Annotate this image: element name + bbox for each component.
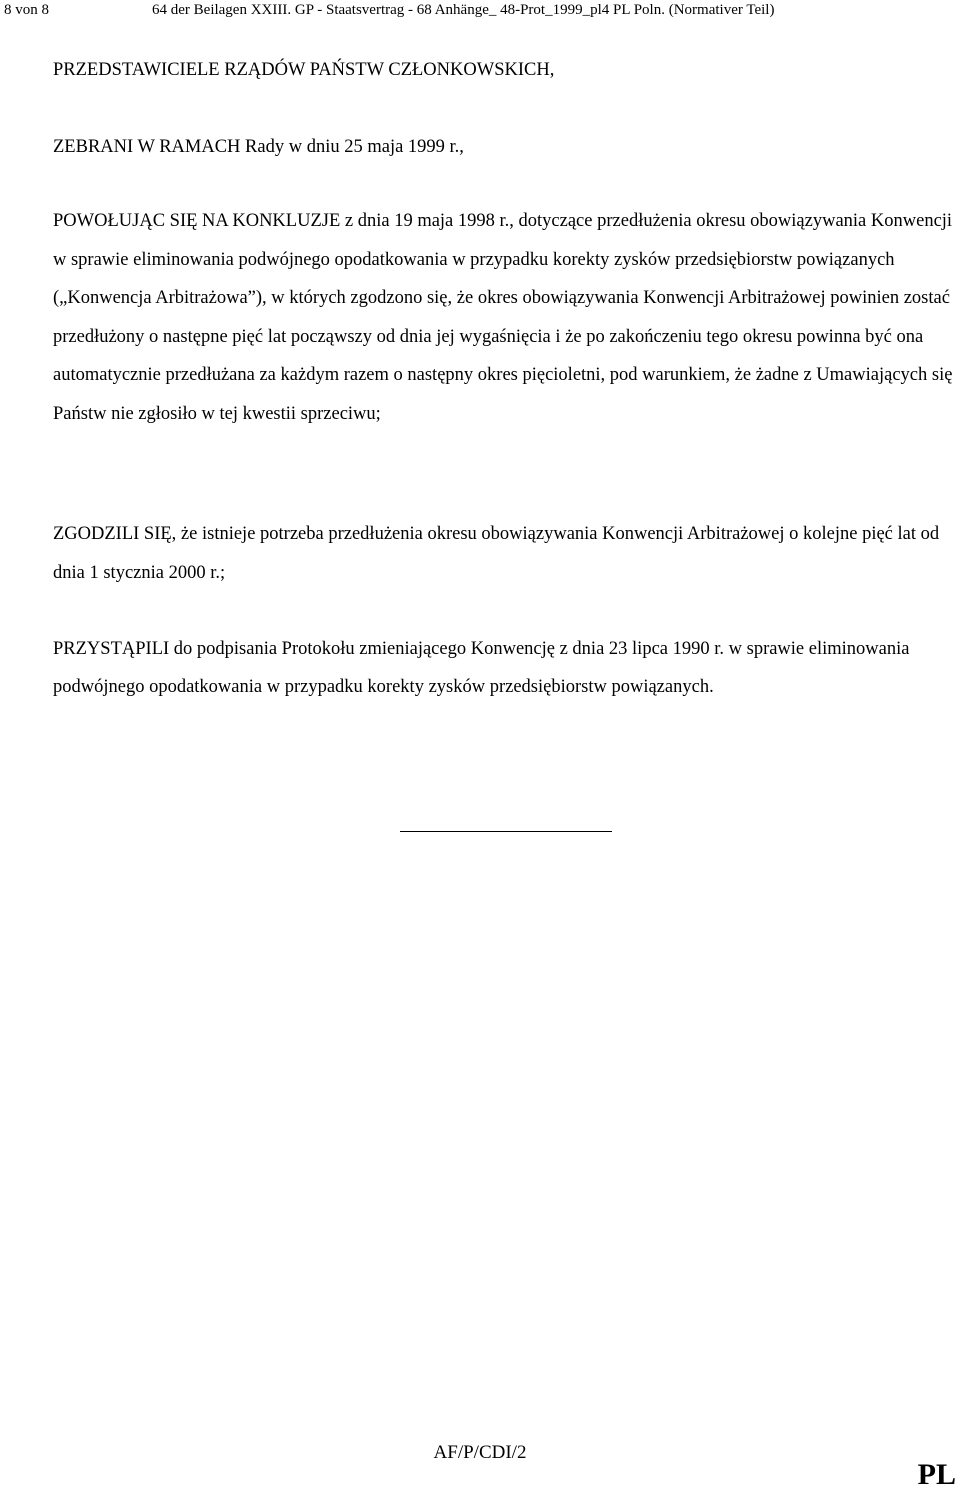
document-reference: 64 der Beilagen XXIII. GP - Staatsvertrag - 68 Anhänge_ 48-Prot_1999_pl4 PL Poln. (Normativer Teil) [152,2,775,18]
paragraph-meeting: ZEBRANI W RAMACH Rady w dniu 25 maja 1999 r., [53,137,464,157]
page-header [0,0,960,22]
document-code: AF/P/CDI/2 [433,1442,527,1463]
paragraph-agreement: ZGODZILI SIĘ, że istnieje potrzeba przedłużenia okresu obowiązywania Konwencji Arbitrażowej o kolejne pięć lat od dnia 1 stycznia 2000 r.; [53,524,940,583]
section-divider [400,831,612,832]
paragraph-conclusions: POWOŁUJĄC SIĘ NA KONKLUZJE z dnia 19 maja 1998 r., dotyczące przedłużenia okresu obowiązywania Konwencji w sprawie eliminowania podwójnego opodatkowania w przypadku korekty zysków przedsiębiorstw powiązanych („Konwencja Arbitrażowa”), w których zgodzono się, że okres obowiązywania Konwencji Arbitrażowej powinien zostać przedłużony o następne pięć lat począwszy od dnia jej wygaśnięcia i że po zakończeniu tego okresu powinna być ona automatycznie przedłużana za każdym razem o następny okres pięcioletni, pod warunkiem, że żadne z Umawiających się Państw nie zgłosiło w tej kwestii sprzeciwu; [53,211,953,424]
page-number: 8 von 8 [4,2,49,18]
paragraph-representatives: PRZEDSTAWICIELE RZĄDÓW PAŃSTW CZŁONKOWSKICH, [53,60,555,80]
language-code: PL [917,1458,956,1491]
paragraph-signing: PRZYSTĄPILI do podpisania Protokołu zmieniającego Konwencję z dnia 23 lipca 1990 r. w sprawie eliminowania podwójnego opodatkowania w przypadku korekty zysków przedsiębiorstw powiązanych. [53,639,910,697]
